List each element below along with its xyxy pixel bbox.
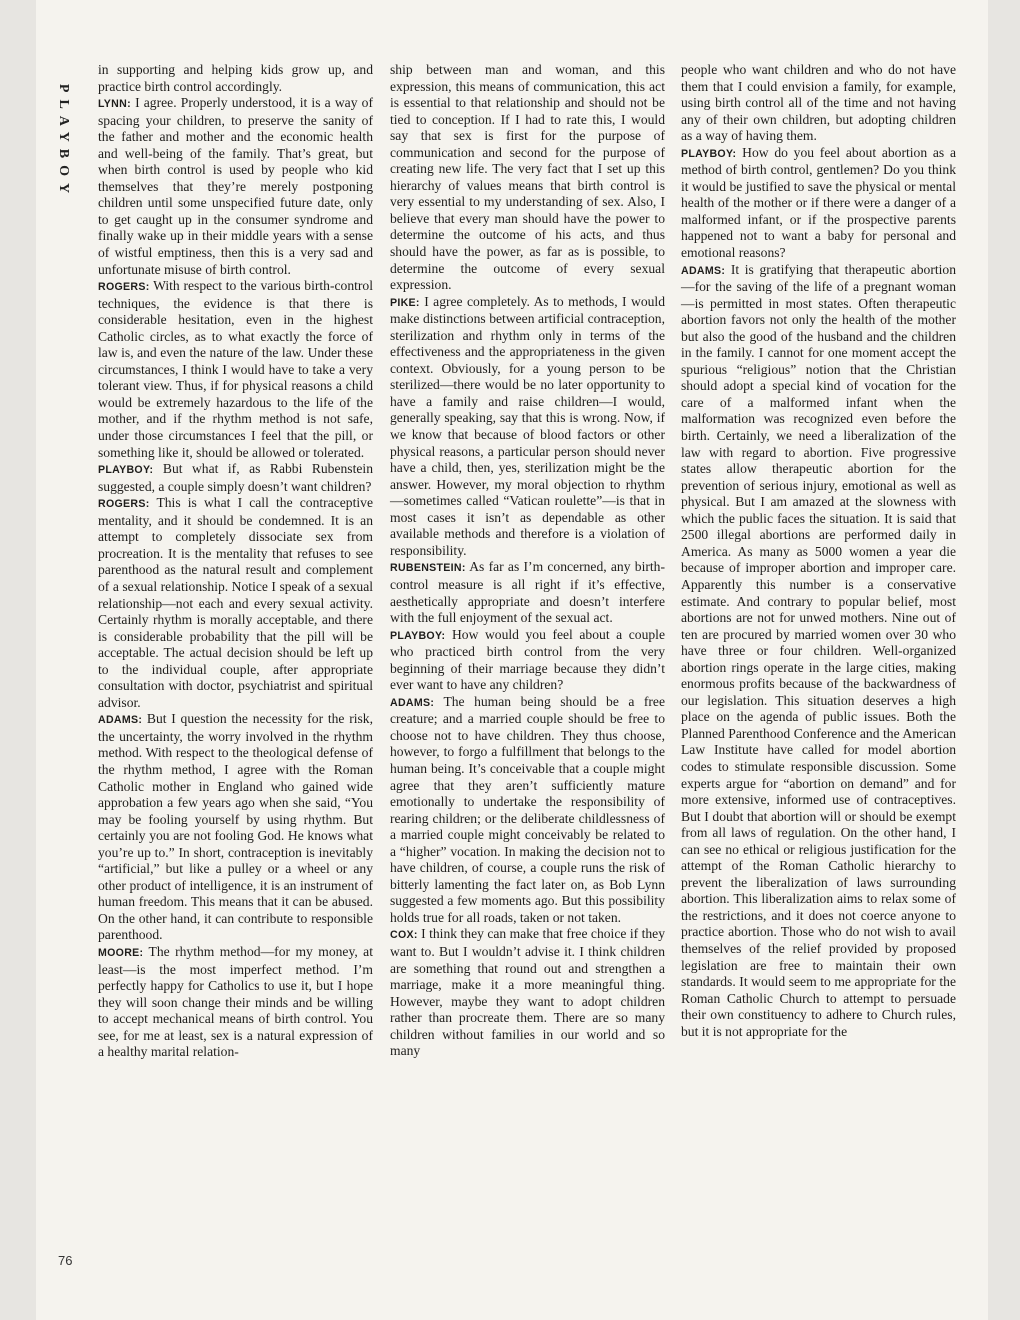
paragraph-text: I think they can make that free choice if they want to. But I wouldn’t advise it. I think children are something that round out and strengthen a marriage, make it a more meaningful thing. However, maybe they want to adopt children rather than procreate them. There are so many children without families in our world and so many [390,926,665,1059]
speaker-label: PLAYBOY: [681,147,737,160]
paragraph [98,62,373,95]
text-column-1 [98,62,373,1061]
paragraph-text: I agree. Properly understood, it is a way of spacing your children, to preserve the sanity of the father and mother and the economic health and well-being of the family. That’s great, but when birth control is used by people who kid themselves that they’re merely postponing children until some unspecified future date, only to get caught up in the consumer syndrome and finally wake up in their middle years with a sense of wistful emptiness, then this is a very sad and unfortunate misuse of birth control. [98,95,373,277]
speaker-label: ADAMS: [681,264,726,277]
paragraph [390,627,665,694]
speaker-label: ROGERS: [98,498,150,511]
paragraph-text: How would you feel about a couple who practiced birth control from the very beginning of their marriage because they didn’t ever want to have any children? [390,626,665,693]
paragraph-text: As far as I’m concerned, any birth-control measure is all right if it’s effective, aesthetically appropriate and doesn’t interfere with the full enjoyment of the sexual act. [390,559,665,626]
paragraph [390,294,665,560]
speaker-label: ADAMS: [98,714,143,727]
paragraph-text: in supporting and helping kids grow up, and practice birth control accordingly. [98,62,373,94]
speaker-label: RUBENSTEIN: [390,562,466,575]
speaker-label: PIKE: [390,296,420,309]
paragraph-text: How do you feel about abortion as a method of birth control, gentlemen? Do you think it would be justified to save the physical or mental health of the mother or if there were a danger of a malformed infant, or if the prospective parents happened not to want a baby for personal and emotional reasons? [681,144,956,261]
paragraph [98,711,373,944]
speaker-label: PLAYBOY: [98,464,154,477]
paragraph-text: ship between man and woman, and this expression, this means of communication, this act is essential to that relationship and should not be tied to conception. If I had to rate this, I would say that sex is first for the purpose of communication and second for the purpose of creating new life. The very fact that I set up this hierarchy of values means that birth control is very essential to my understanding of sex. Also, I believe that every man should have the power to determine the outcome of his acts, and thus should have the power, as far as is possible, to determine the outcome of every sexual expression. [390,62,665,293]
paragraph [98,278,373,461]
paragraph [681,262,956,1041]
paragraph [98,461,373,495]
paragraph-text: I agree completely. As to methods, I would make distinctions between artificial contraception, sterilization and rhythm only in terms of the effectiveness and the appropriateness in the given context. Obviously, for a young person to be sterilized—there would be no later opportunity to have a family and raise children—I would, generally speaking, say that this is wrong. Now, if we know that because of blood factors or other physical reasons, a particular person should never have a child, then, yes, sterilization might be the answer. However, my moral objection to rhythm—sometimes called “Vatican roulette”—is that in most cases it isn’t as dependable as other available methods and therefore is a violation of responsibility. [390,293,665,558]
paragraph-text: With respect to the various birth-control techniques, the evidence is that there is considerable hesitation, even in the highest Catholic circles, as to what exactly the force of law is, and even the nature of the law. Under these circumstances, I think I would have to take a very tolerant view. Thus, if for physical reasons a child would be extremely hazardous to the life of the mother, and if the rhythm method is not safe, under those circumstances I feel that the pill, or something like it, should be allowed or tolerated. [98,278,373,460]
speaker-label: ROGERS: [98,281,150,294]
paragraph-text: people who want children and who do not have them that I could envision a family, for example, using birth control all of the time and not having any of their own children, but adopting children as a way of having them. [681,62,956,144]
paragraph [98,95,373,278]
paragraph [390,926,665,1059]
paragraph [681,62,956,145]
paragraph [390,559,665,626]
paragraph [98,495,373,711]
speaker-label: ADAMS: [390,696,435,709]
paragraph-text: It is gratifying that therapeutic abortion—for the saving of the life of a pregnant woman—is permitted in most states. Often therapeutic abortion favors not only the health of the mother but also the good of the husband and the children in the family. I cannot for one moment accept the spurious “religious” notion that the Christian should adopt a special kind of vocation for the care of a malformed infant when the malformation was recognized even before the birth. Certainly, we need a liberalization of the law with regard to abortion. Five progressive states allow therapeutic abortion for the prevention of serious injury, emotional as well as physical. But I am amazed at the slowness with which the public faces the situation. It is said that 2500 illegal abortions are performed daily in America. As many as 5000 women a year die because of improper abortion and improper care. Apparently this number is a conservative estimate. And contrary to popular belief, most abortions are not for unwed mothers. Nine out of ten are procured by married women over 30 who have three or four children. Well-organized abortion rings operate in the large cities, making enormous profits because of the backwardness of our legislation. This situation deserves a high place on the agenda of public issues. Both the Planned Parenthood Conference and the American Law Institute have called for model abortion codes to stimulate responsible discussion. Some experts argue for “abortion on demand” and for more extensive, informed use of contraceptives. But I doubt that abortion will or should be exempt from all laws of regulation. On the other hand, I can see no ethical or religious justification for the attempt of the Roman Catholic hierarchy to prevent the liberalization of laws surrounding abortion. This liberalization aims to relax some of the restrictions, and it does not coerce anyone to practice abortion. Those who do not wish to avail themselves of the relief provided by proposed legislation are free to maintain their own standards. It would seem to me appropriate for the Roman Catholic Church to attempt to persuade their own constituency to adhere to Church rules, but it is not appropriate for the [681,261,956,1039]
paragraph [390,694,665,927]
speaker-label: LYNN: [98,98,131,111]
paragraph [390,62,665,294]
text-column-3 [681,62,956,1040]
masthead-text: PLAYBOY [56,83,72,201]
paragraph-text: But what if, as Rabbi Rubenstein suggested, a couple simply doesn’t want children? [98,461,373,494]
paragraph [681,145,956,262]
speaker-label: COX: [390,929,418,942]
text-column-2 [390,62,665,1060]
paragraph-text: The human being should be a free creature; and a married couple should be free to choose not to have children. They thus choose, however, to forgo a fulfillment that belongs to the human being. It’s conceivable that a couple might agree that they aren’t sufficiently mature emotionally to undertake the responsibility of rearing children; or the deliberate childlessness of a married couple might conceivably be related to a “higher” vocation. In making the decision not to have children, of course, a couple runs the risk of bitterly lamenting the fact later on, as Bob Lynn suggested a few moments ago. But this possibility holds true for all roads, taken or not taken. [390,693,666,925]
masthead-logo [50,62,76,222]
page-number: 76 [58,1253,73,1268]
speaker-label: MOORE: [98,946,144,959]
paragraph [98,944,373,1061]
paragraph-text: This is what I call the contraceptive mentality, and it should be condemned. It is an attempt to completely dissociate sex from procreation. It is the mentality that refuses to see parenthood as the natural result and complement of a sexual relationship. Notice I speak of a sexual relationship—not each and every sexual activity. Certainly rhythm is morally acceptable, and there is considerable probability that the pill will be acceptable. The actual decision should be left up to the individual couple, after appropriate consultation with doctor, psychiatrist and spiritual advisor. [98,495,373,710]
paragraph-text: The rhythm method—for my money, at least—is the most imperfect method. I’m perfectly happy for Catholics to use it, but I hope they will soon change their minds and be willing to accept mechanical means of birth control. You see, for me at least, sex is a natural expression of a healthy marital relation- [98,943,373,1060]
paragraph-text: But I question the necessity for the risk, the uncertainty, the worry involved in the rhythm method. With respect to the theological defense of the rhythm method, I agree with the Roman Catholic mother in England who gained wide approbation a few years ago when she said, “You may be fooling yourself by using rhythm. But certainly you are not fooling God. He knows what you’re up to.” In short, contraception is inevitably “artificial,” but like a pulley or a wheel or any other product of intelligence, it is an instrument of human freedom. This means that it can be abused. On the other hand, it can contribute to responsible parenthood. [98,711,373,943]
speaker-label: PLAYBOY: [390,629,446,642]
